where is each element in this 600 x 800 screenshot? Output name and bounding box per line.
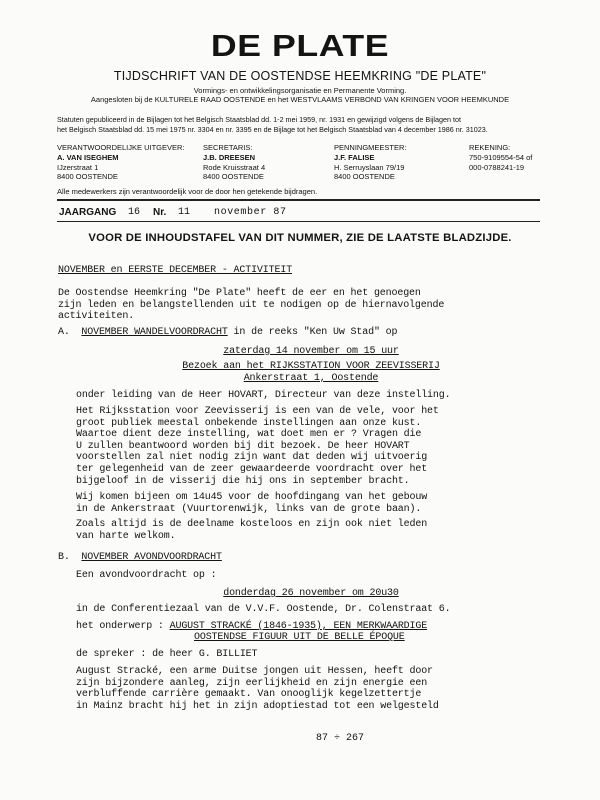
intro-line: activiteiten. — [58, 311, 135, 323]
item-b-speaker — [76, 649, 566, 661]
item-a-letter: A. — [58, 327, 70, 338]
secretary-street: Rode Kruisstraat 4 — [203, 162, 266, 172]
item-b-speaker-text: de spreker : de heer G. BILLIET — [76, 649, 258, 660]
treasurer-name: J.F. FALISE — [334, 152, 375, 162]
item-b-location-text: in de Conferentiezaal van de V.V.F. Oostende, Dr. Colenstraat 6. — [76, 604, 451, 615]
account-line2: 000-0788241-19 — [469, 162, 525, 172]
item-a-lead — [76, 390, 566, 402]
treasurer-block — [334, 143, 407, 182]
item-b-location — [76, 604, 566, 616]
item-b-paragraph — [76, 666, 566, 712]
masthead-line1: Vormings- en ontwikkelingsorganisatie en Permanente Vorming. — [193, 86, 407, 95]
item-b-date: donderdag 26 november om 20u30 — [223, 588, 399, 599]
item-a-paragraph-2 — [76, 492, 566, 515]
publisher-block — [57, 143, 185, 182]
treasurer-street: H. Serruyslaan 79/19 — [334, 162, 405, 172]
item-a-heading — [58, 327, 548, 339]
account-line1: 750-9109554-54 of — [469, 152, 533, 162]
item-a-paragraph-3 — [76, 519, 566, 542]
paragraph-line: U zullen beantwoord worden bij dit bezoek. De heer HOVART — [76, 440, 410, 452]
intro-line: zijn leden en belangstellenden uit te nodigen op de hiernavolgende — [58, 299, 445, 311]
item-a-lead-text: onder leiding van de Heer HOVART, Directeur van deze instelling. — [76, 390, 451, 401]
treasurer-city: 8400 OOSTENDE — [334, 172, 395, 182]
disclaimer: Alle medewerkers zijn verantwoordelijk voor de door hen getekende bijdragen. — [57, 187, 318, 196]
account-block — [469, 143, 532, 172]
item-b-subject-line2: OOSTENDSE FIGUUR UIT DE BELLE ÉPOQUE — [194, 632, 405, 643]
paragraph-line: Wij komen bijeen om 14u45 voor de hoofdingang van het gebouw — [76, 492, 428, 503]
divider-bottom — [57, 221, 540, 222]
paragraph-line: bijgeloof in de visserij die hij ons in september bracht. — [76, 475, 410, 487]
paragraph-line: Zoals altijd is de deelname kosteloos en zijn ook niet leden — [76, 519, 428, 530]
section-heading — [58, 265, 548, 277]
secretary-name: J.B. DREESEN — [203, 152, 256, 162]
nr-value: 11 — [178, 207, 191, 218]
item-a-heading-text: NOVEMBER WANDELVOORDRACHT — [81, 327, 228, 338]
item-a-visit-line2: Ankerstraat 1, Oostende — [243, 373, 379, 384]
paragraph-line: groot publiek meestal onbekende instellingen aan onze kust. — [76, 417, 422, 429]
nr-label: Nr. — [153, 207, 167, 218]
item-b-subject-prefix: het onderwerp : — [76, 621, 170, 632]
divider-top — [57, 199, 540, 201]
paragraph-line: in Mainz bracht hij het in zijn adoptiestad tot een welgesteld — [76, 700, 439, 712]
item-a-date: zaterdag 14 november om 15 uur — [223, 346, 399, 357]
intro-line: De Oostendse Heemkring "De Plate" heeft de eer en het genoegen — [58, 288, 421, 299]
jaargang-label: JAARGANG — [59, 207, 117, 218]
masthead-title: DE PLATE — [210, 28, 390, 63]
paragraph-line: ter gelegenheid van de zeer gewaardeerde voordracht over het — [76, 463, 428, 475]
page-number: 87 ÷ 267 — [315, 733, 364, 744]
item-b-heading-text: NOVEMBER AVONDVOORDRACHT — [81, 552, 222, 563]
intro-paragraph — [58, 288, 548, 323]
publisher-role: VERANTWOORDELIJKE UITGEVER: — [57, 143, 185, 152]
masthead-line2: Aangesloten bij de KULTURELE RAAD OOSTENDE en het WESTVLAAMS VERBOND VAN KRINGEN VOOR HEEMKUNDE — [90, 95, 510, 104]
item-a-paragraph-1 — [76, 406, 566, 487]
item-b-heading — [58, 552, 548, 564]
item-a-heading-rest: in de reeks "Ken Uw Stad" op — [227, 327, 398, 338]
paragraph-line: in de Ankerstraat (Vuurtorenwijk, links van de grote baan). — [76, 503, 422, 515]
paragraph-line: van harte welkom. — [76, 530, 176, 542]
paragraph-line: zijn bijzondere aanleg, zijn eerlijkheid en zijn energie een — [76, 677, 428, 689]
item-b-letter: B. — [58, 552, 70, 563]
treasurer-role: PENNINGMEESTER: — [334, 143, 407, 152]
statuten-line2: het Belgisch Staatsblad dd. 15 mei 1975 nr. 3304 en nr. 3395 en de Bijlage tot het Belgisch Staatsblad van 4 december 1986 nr. 31023. — [57, 125, 488, 134]
paragraph-line: voorstellen zal niet nodig zijn want dat deden wij uitvoerig — [76, 452, 428, 464]
statuten-line1: Statuten gepubliceerd in de Bijlagen tot het Belgisch Staatsblad dd. 1-2 mei 1959, nr. 1931 en gewijzigd volgens de Bijlagen tot — [57, 115, 461, 124]
item-b-subject — [76, 621, 566, 633]
item-a-visit-line1: Bezoek aan het RIJKSSTATION VOOR ZEEVISSERIJ — [182, 361, 440, 372]
item-b-intro — [76, 570, 566, 582]
publisher-name: A. VAN ISEGHEM — [57, 152, 119, 162]
paragraph-line: Het Rijksstation voor Zeevisserij is een van de vele, voor het — [76, 406, 439, 417]
paragraph-line: August Stracké, een arme Duitse jongen uit Hessen, heeft door — [76, 666, 433, 677]
paragraph-line: verbluffende carrière gemaakt. Van onooglijk kegelzettertje — [76, 689, 422, 701]
section-heading-text: NOVEMBER en EERSTE DECEMBER - ACTIVITEIT — [58, 265, 293, 276]
item-b-subject-line1: AUGUST STRACKÉ (1846-1935), EEN MERKWAARDIGE — [169, 621, 428, 632]
publisher-city: 8400 OOSTENDE — [57, 172, 118, 182]
account-role: REKENING: — [469, 143, 511, 152]
issue-date: november 87 — [214, 207, 287, 218]
paragraph-line: Waartoe dient deze instelling, wat doet men er ? Vragen die — [76, 429, 422, 441]
item-b-subject-cont — [194, 632, 600, 644]
item-b-intro-text: Een avondvoordracht op : — [76, 570, 217, 581]
jaargang-value: 16 — [128, 207, 141, 218]
publisher-street: IJzerstraat 1 — [57, 162, 99, 172]
secretary-role: SECRETARIS: — [203, 143, 253, 152]
secretary-block — [203, 143, 265, 182]
secretary-city: 8400 OOSTENDE — [203, 172, 264, 182]
masthead-subtitle: TIJDSCHRIFT VAN DE OOSTENDSE HEEMKRING "DE PLATE" — [113, 69, 487, 83]
toc-notice: VOOR DE INHOUDSTAFEL VAN DIT NUMMER, ZIE DE LAATSTE BLADZIJDE. — [88, 232, 512, 244]
